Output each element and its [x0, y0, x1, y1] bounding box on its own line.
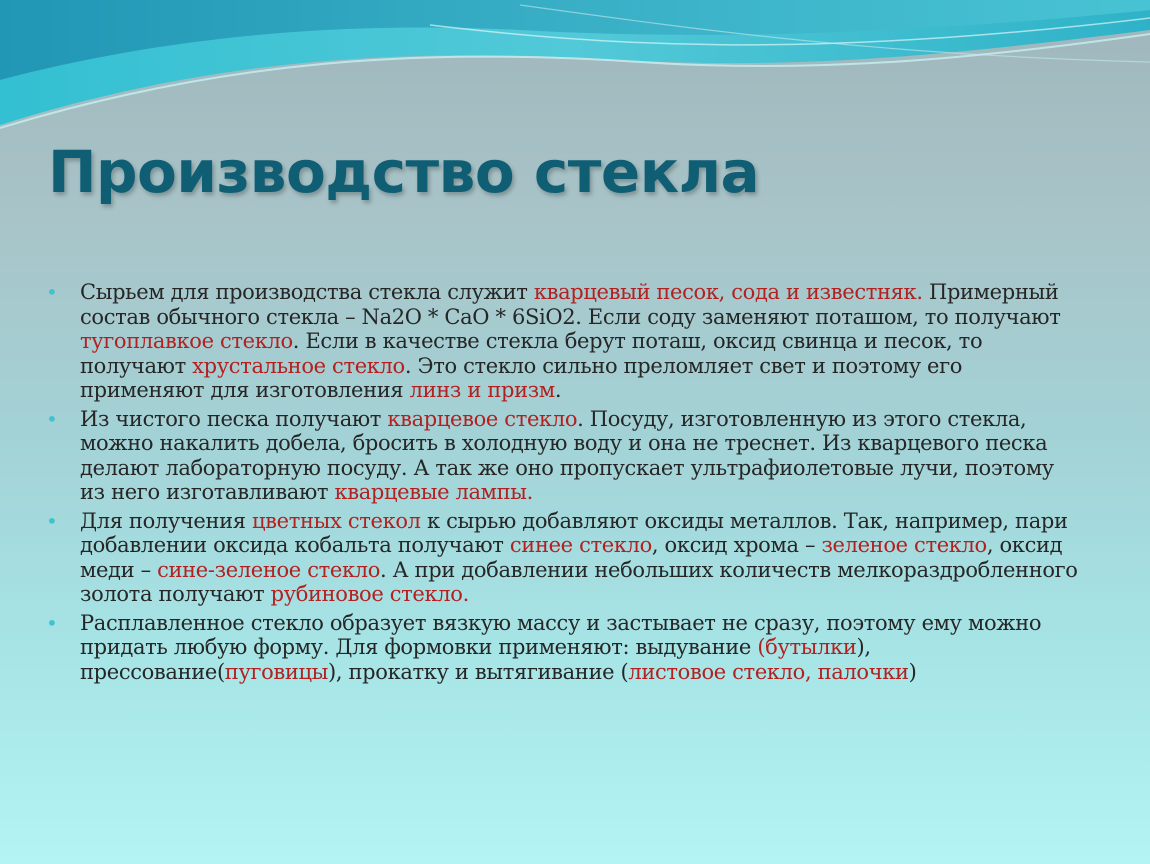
- highlighted-term: кварцевые лампы.: [334, 480, 533, 504]
- bullet-text: ), прессование(: [80, 635, 871, 684]
- highlighted-term: (бутылки: [757, 635, 857, 659]
- bullet-text: . Если в качестве стекла берут поташ, оксид свинца и песок, то получают: [80, 329, 983, 378]
- highlighted-term: линз и призм: [409, 378, 555, 402]
- slide-title: Производство стекла: [48, 138, 760, 206]
- highlighted-term: зеленое стекло: [821, 533, 987, 557]
- highlighted-term: цветных стекол: [252, 508, 421, 533]
- bullet-text: . Это стекло сильно преломляет свет и поэтому его применяют для изготовления: [80, 353, 963, 402]
- bullet-text: к сырью добавляют оксиды металлов. Так, например, пари добавлении оксида кобальта получают: [80, 508, 1068, 557]
- bullet-text: Расплавленное стекло образует вязкую массу и застывает не сразу, поэтому ему можно придать любую форму. Для формовки применяют: выдувание: [80, 610, 1042, 659]
- highlighted-term: рубиновое стекло.: [270, 582, 469, 606]
- bullet-dot-icon: •: [46, 610, 58, 635]
- highlighted-term: хрустальное стекло: [192, 353, 405, 378]
- bullet-text: . А при добавлении небольших количеств мелкораздробленного золота получают: [80, 557, 1078, 606]
- bullet-dot-icon: •: [46, 406, 58, 431]
- bullet-item: [44, 611, 1084, 685]
- bullet-text: Из чистого песка получают: [80, 406, 388, 431]
- bullet-text: , оксид меди –: [80, 533, 1063, 582]
- bullet-dot-icon: •: [46, 280, 58, 304]
- bullet-text: .: [554, 378, 562, 402]
- highlighted-term: листовое стекло, палочки: [628, 659, 909, 684]
- bullet-item: [44, 509, 1084, 607]
- highlighted-term: сине-зеленое стекло: [157, 557, 381, 582]
- bullet-text: . Посуду, изготовленную из этого стекла, можно накалить добела, бросить в холодную воду и она не треснет. Из кварцевого песка делают лабораторную посуду. А так же оно пропускает ультрафиолетовые лучи, поэтому из него изготавливают: [80, 406, 1054, 504]
- highlighted-term: кварцевый песок, сода и известняк.: [533, 280, 923, 304]
- bullet-text: ): [908, 659, 917, 684]
- bullet-list: [44, 280, 1084, 688]
- bullet-text: ), прокатку и вытягивание (: [328, 659, 629, 684]
- decorative-wave-banner: [0, 0, 1150, 140]
- bullet-text: Примерный состав обычного стекла – Na2O * CaO * 6SiO2. Если соду заменяют поташом, то получают: [80, 280, 1061, 329]
- bullet-dot-icon: •: [46, 508, 58, 533]
- highlighted-term: кварцевое стекло: [387, 406, 578, 431]
- bullet-text: Сырьем для производства стекла служит: [80, 280, 534, 304]
- bullet-item: [44, 280, 1084, 403]
- bullet-text: Для получения: [80, 508, 253, 533]
- highlighted-term: синее стекло: [509, 533, 652, 557]
- bullet-text: , оксид хрома –: [651, 533, 822, 557]
- bullet-item: [44, 407, 1084, 505]
- highlighted-term: тугоплавкое стекло: [80, 329, 293, 353]
- highlighted-term: пуговицы: [224, 659, 329, 684]
